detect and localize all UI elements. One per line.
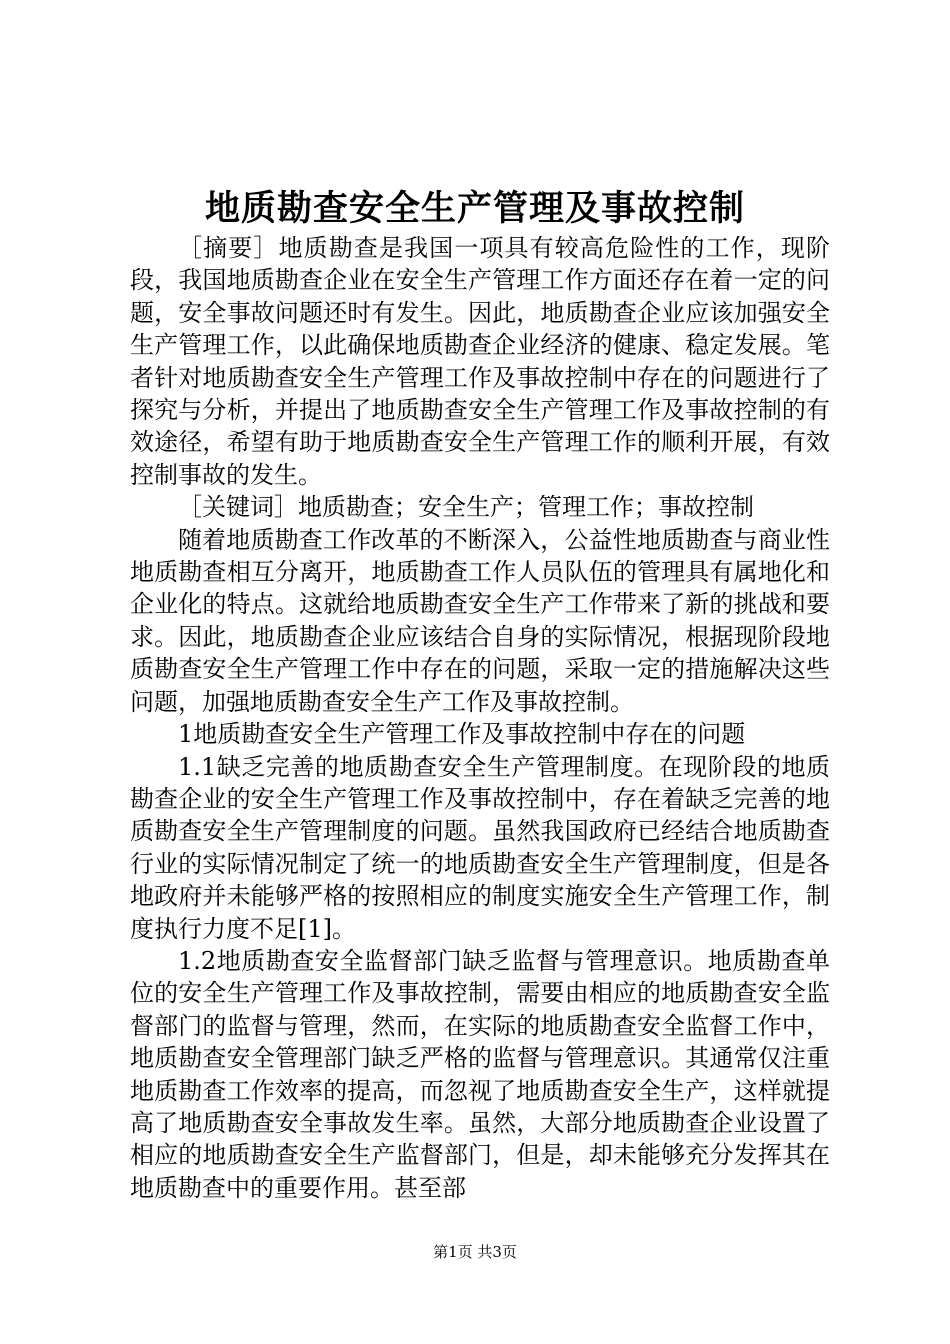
subsection-1-2-paragraph: 1.2地质勘查安全监督部门缺乏监督与管理意识。地质勘查单位的安全生产管理工作及事故控制，需要由相应的地质勘查安全监督部门的监督与管理，然而，在实际的地质勘查安全监督工作中，地质勘查安全管理部门缺乏严格的监督与管理意识。其通常仅注重地质勘查工作效率的提高，而忽视了地质勘查安全生产，这样就提高了地质勘查安全事故发生率。虽然，大部分地质勘查企业设置了相应的地质勘查安全生产监督部门，但是，却未能够充分发挥其在地质勘查中的重要作用。甚至部 [130,946,830,1202]
page-footer: 第1页 共3页 [433,1243,517,1261]
document-title: 地质勘查安全生产管理及事故控制 [204,188,745,229]
keywords-paragraph: ［关键词］地质勘查；安全生产；管理工作；事故控制 [178,493,754,522]
abstract-paragraph: ［摘要］地质勘查是我国一项具有较高危险性的工作，现阶段，我国地质勘查企业在安全生产管理工作方面还存在着一定的问题，安全事故问题还时有发生。因此，地质勘查企业应该加强安全生产管理工作，以此确保地质勘查企业经济的健康、稳定发展。笔者针对地质勘查安全生产管理工作及事故控制中存在的问题进行了探究与分析，并提出了地质勘查安全生产管理工作及事故控制的有效途径，希望有助于地质勘查安全生产管理工作的顺利开展，有效控制事故的发生。 [130,234,830,489]
intro-paragraph: 随着地质勘查工作改革的不断深入，公益性地质勘查与商业性地质勘查相互分离开，地质勘查工作人员队伍的管理具有属地化和企业化的特点。这就给地质勘查安全生产工作带来了新的挑战和要求。因此，地质勘查企业应该结合自身的实际情况，根据现阶段地质勘查安全生产管理工作中存在的问题，采取一定的措施解决这些问题，加强地质勘查安全生产工作及事故控制。 [130,525,830,716]
document-body [130,232,830,1204]
section-heading: 1地质勘查安全生产管理工作及事故控制中存在的问题 [178,720,746,749]
subsection-1-1-paragraph: 1.1缺乏完善的地质勘查安全生产管理制度。在现阶段的地质勘查企业的安全生产管理工作及事故控制中，存在着缺乏完善的地质勘查安全生产管理制度的问题。虽然我国政府已经结合地质勘查行业的实际情况制定了统一的地质勘查安全生产管理制度，但是各地政府并未能够严格的按照相应的制度实施安全生产管理工作，制度执行力度不足[1]。 [130,752,830,943]
